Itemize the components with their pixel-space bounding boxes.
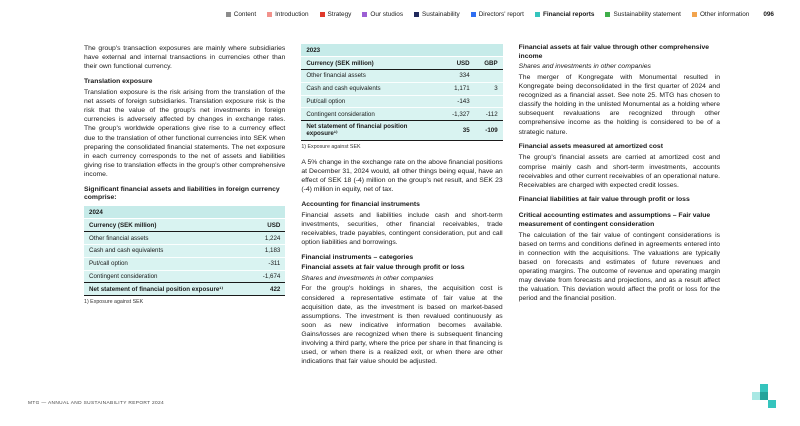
total-row-value-gbp: -109 [485, 126, 498, 134]
row-label: Other financial assets [306, 72, 366, 80]
table-total-row [301, 120, 502, 141]
fx-exposure-table-2023 [301, 44, 502, 141]
column-header-currency: Currency (SEK million) [306, 59, 374, 67]
other-information-legend-square-icon [692, 12, 697, 17]
row-value-usd: -311 [268, 260, 281, 268]
total-row-label: Net statement of financial position exposure¹⁾ [89, 285, 224, 293]
row-value-usd: 1,224 [264, 234, 281, 242]
nav-item-label: Directors' report [478, 11, 524, 18]
table-header-row [84, 219, 285, 232]
nav-item-sustainability[interactable] [414, 11, 460, 18]
table-row [301, 70, 502, 82]
critical-estimates-heading: Critical accounting estimates and assumptions – Fair value measurement of contingent consideration [518, 211, 711, 228]
row-value-usd: 1,171 [454, 85, 470, 93]
fvoci-heading: Financial assets at fair value through other comprehensive income [518, 44, 710, 60]
sensitivity-paragraph: A 5% change in the exchange rate on the above financial positions at December 31, 2024 would, all other things being equal, have an effect of SEK 18 (-4) million on the group's net result, and SEK 23 (-4) million in equity, net of tax. [301, 158, 503, 194]
row-label: Put/call option [89, 260, 128, 268]
row-value-usd: -1,674 [262, 272, 281, 280]
table-row [301, 107, 502, 120]
fvtpl-subheading: Shares and investments in other companies [301, 274, 434, 282]
total-row-label: Net statement of financial position exposure¹⁾ [306, 123, 408, 138]
nav-item-label: Strategy [327, 11, 352, 18]
accounting-instruments-heading: Accounting for financial instruments [301, 200, 420, 208]
fvtpl-assets-heading: Financial assets at fair value through profit or loss [301, 264, 465, 272]
nav-item-label: Sustainability [422, 11, 460, 18]
directors-report-legend-square-icon [471, 12, 476, 17]
nav-item-label: Our studios [370, 11, 404, 18]
table-year-header: 2023 [301, 44, 502, 57]
nav-item-introduction[interactable] [267, 11, 308, 18]
fx-exposure-table-2024 [84, 206, 285, 296]
row-label: Contingent consideration [306, 110, 375, 118]
decoration-square [760, 384, 768, 392]
row-label: Other financial assets [89, 234, 149, 242]
column-3 [519, 44, 720, 372]
fvtpl-paragraph: For the group's holdings in shares, the acquisition cost is considered a representative estimate of fair value at the acquisition date, as the investment is based on market-based assumptions. The investment is then revalued continuously as soon as new indicative information becomes available. Gains/losses are recognized when there is subsequent financing involving a third party, where the price per share in that financing is used, or when there is a realized exit, or when there are other indications that fair value should be adjusted. [301, 285, 503, 366]
row-value-gbp: -112 [485, 110, 498, 118]
nav-item-label: Financial reports [542, 11, 595, 18]
table-row [84, 244, 285, 257]
total-row-value-usd: 422 [270, 285, 281, 293]
row-label: Contingent consideration [89, 272, 158, 280]
decoration-square [768, 400, 776, 408]
table-footnote: 1) Exposure against SEK [301, 143, 361, 150]
fvtpl-liabilities-heading: Financial liabilities at fair value through profit or loss [518, 196, 690, 204]
column-1 [84, 44, 285, 372]
intro-paragraph: The group's transaction exposures are mainly where subsidiaries have external and internal transactions in currencies other than their own functional currency. [84, 45, 286, 71]
amortized-cost-paragraph: The group's financial assets are carried at amortized cost and comprise mainly cash and short-term investments, accounts receivables and other current receivables of an operational nature. Receivables are charged with expected credit losses. [518, 154, 720, 189]
strategy-legend-square-icon [320, 12, 325, 17]
nav-item-label: Other information [699, 11, 750, 18]
table-row [84, 257, 285, 270]
column-header-gbp: GBP [484, 59, 498, 67]
row-value-usd: -1,327 [452, 110, 470, 118]
nav-item-label: Sustainability statement [613, 11, 681, 18]
report-footer: MTG — ANNUAL AND SUSTAINABILITY REPORT 2024 [28, 401, 165, 406]
table-row [301, 82, 502, 95]
row-label: Put/call option [306, 97, 346, 105]
critical-estimates-paragraph: The calculation of the fair value of contingent considerations is based on terms and conditions defined in agreements entered into in connection with the acquisitions. The valuations are typically based on forecasts and estimates of future revenues and operating margins. The outcome of revenue and operating margin may deviate from forecasts and projections, and as a result affect the valuation. This deviation would affect the profit or loss for the period and the financial position. [518, 231, 720, 303]
table-footnote: 1) Exposure against SEK [84, 299, 144, 306]
content-legend-square-icon [226, 12, 231, 17]
accounting-instruments-paragraph: Financial assets and liabilities include cash and short-term investments, securities, other financial receivables, trade receivables, trade payables, contingent consideration, put and call option liabilities and borrowings. [301, 212, 503, 247]
nav-item-financial-reports[interactable] [535, 11, 595, 18]
translation-exposure-heading: Translation exposure [84, 77, 153, 85]
table-year-header: 2024 [84, 206, 285, 219]
column-header-usd: USD [267, 221, 281, 229]
instrument-categories-heading: Financial instruments – categories [301, 253, 414, 261]
nav-item-directors-report[interactable] [471, 11, 524, 18]
page-content [84, 44, 720, 372]
column-2 [301, 44, 502, 372]
row-value-gbp: 3 [494, 85, 498, 93]
financial-reports-legend-square-icon [535, 12, 540, 17]
amortized-cost-heading: Financial assets measured at amortized cost [518, 143, 663, 151]
row-label: Cash and cash equivalents [89, 247, 164, 255]
sustainability-legend-square-icon [414, 12, 419, 17]
nav-item-strategy[interactable] [320, 11, 352, 18]
fvoci-paragraph: The merger of Kongregate with Monumental resulted in Kongregate being deconsolidated in the first quarter of 2024 and recognized as a financial asset. See note 25. MTG has chosen to classify the holding in the unlisted Monumental as a holding where subsequent revaluations are recognized through other comprehensive income as the holding is considered to be of a strategic nature. [518, 73, 720, 136]
decoration-square [760, 392, 768, 400]
row-value-usd: 334 [459, 72, 470, 80]
table-row [84, 270, 285, 283]
nav-item-content[interactable] [226, 11, 256, 18]
column-header-usd: USD [456, 59, 470, 67]
fvoci-subheading: Shares and investments in other companies [518, 63, 651, 71]
nav-item-other-information[interactable] [692, 11, 749, 18]
nav-item-label: Content [233, 11, 257, 18]
nav-item-sustainability-statement[interactable] [605, 11, 681, 18]
translation-exposure-paragraph: Translation exposure is the risk arising from the translation of the net assets of foreign subsidiaries. Translation exposure risk is the risk that the value of the group's net investments in foreign currencies is adversely affected by changes in exchange rates. The group's worldwide operations give rise to a currency effect due to the translation of other functional currencies into SEK when preparing the consolidated financial statements. The net exposure in each currency corresponds to the net of assets and liabilities giving rise to translation effects in the group's other comprehensive income. [84, 89, 286, 178]
table-row [84, 232, 285, 244]
decoration-square [752, 392, 760, 400]
page-number: 096 [763, 11, 774, 18]
pixel-decoration [752, 384, 778, 410]
row-value-usd: 1,183 [264, 247, 281, 255]
row-value-usd: -143 [457, 97, 470, 105]
nav-item-our-studios[interactable] [362, 11, 403, 18]
introduction-legend-square-icon [267, 12, 272, 17]
table-total-row [84, 282, 285, 296]
significant-assets-heading: Significant financial assets and liabilities in foreign currency comprise: [84, 185, 280, 202]
sustainability-statement-legend-square-icon [605, 12, 610, 17]
total-row-value-usd: 35 [462, 126, 470, 134]
row-label: Cash and cash equivalents [306, 85, 381, 93]
top-nav [226, 11, 774, 18]
column-header-currency: Currency (SEK million) [89, 221, 157, 229]
table-header-row [301, 57, 502, 70]
nav-item-label: Introduction [275, 11, 309, 18]
our-studios-legend-square-icon [362, 12, 367, 17]
table-row [301, 95, 502, 108]
